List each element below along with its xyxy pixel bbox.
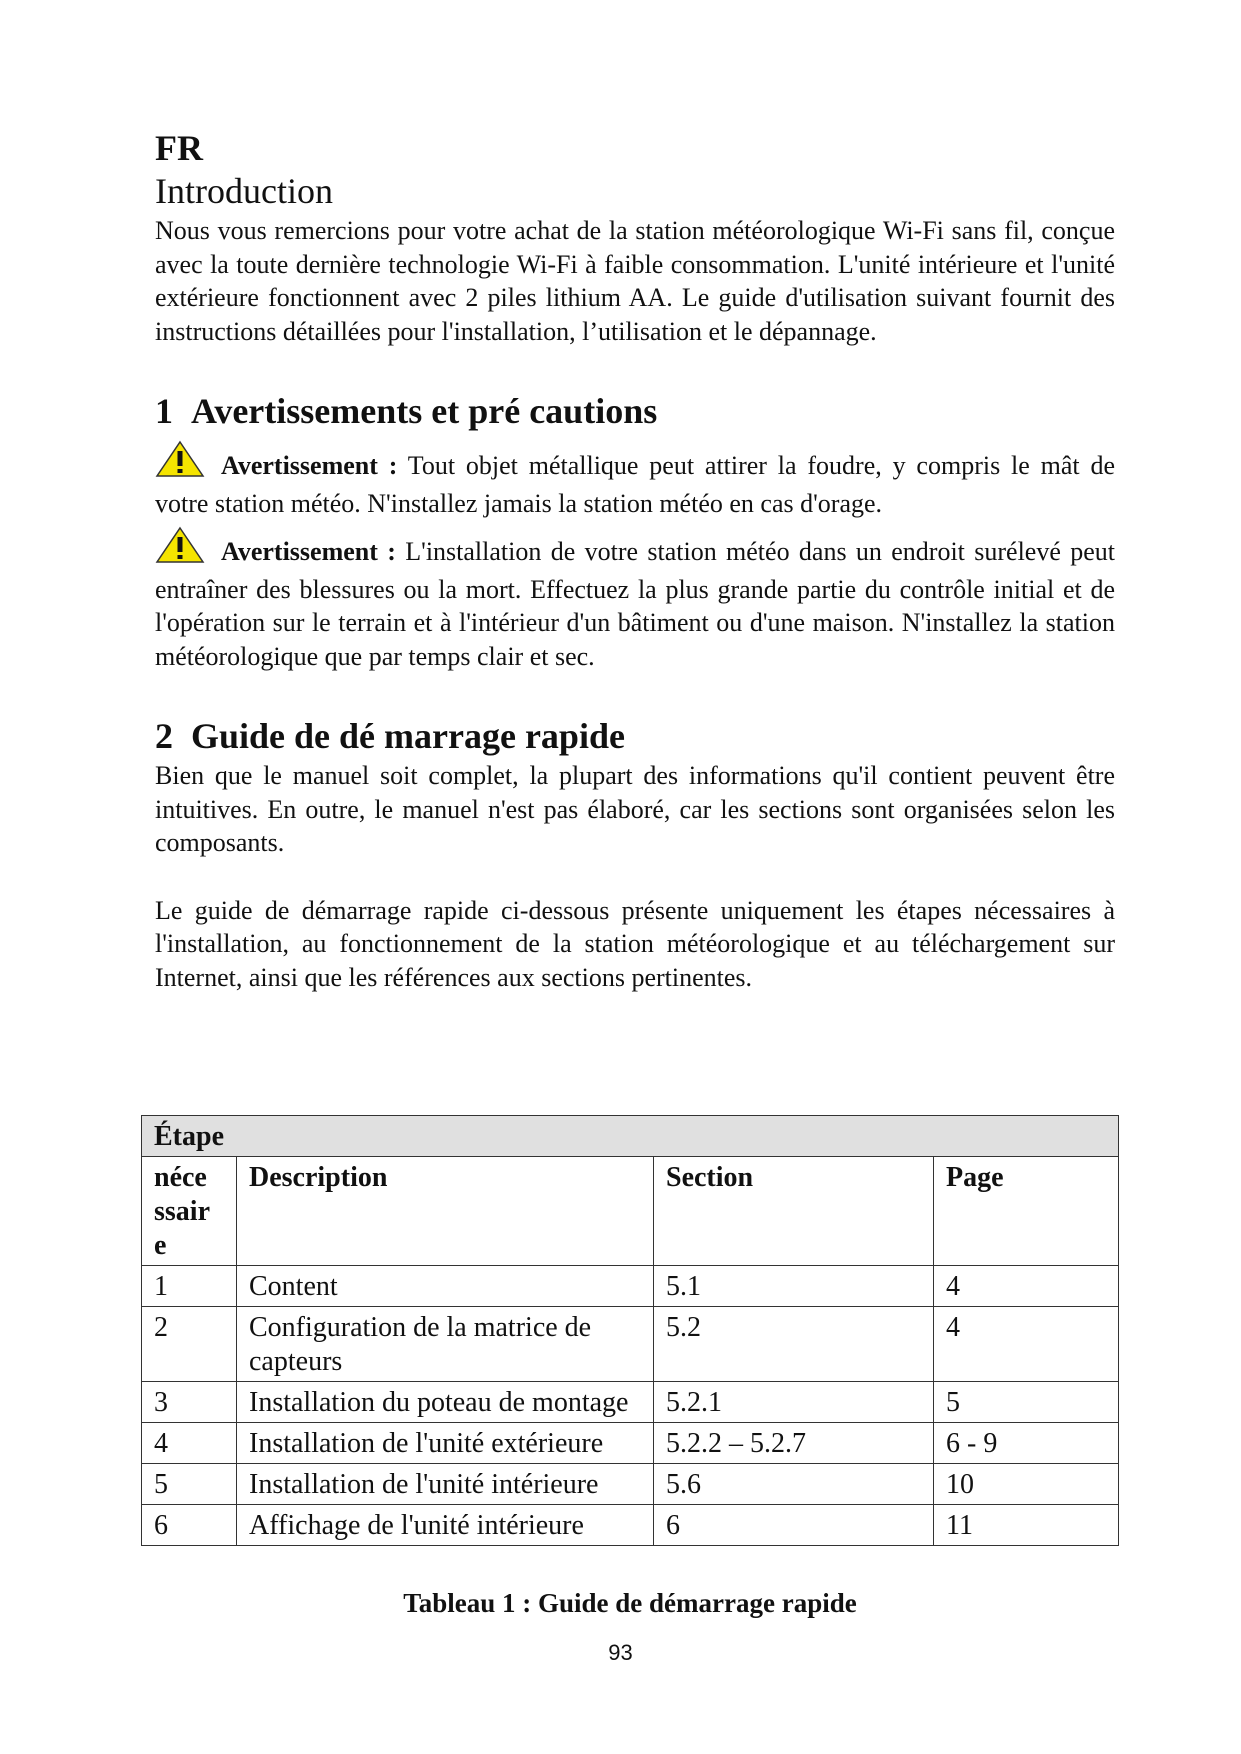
table-cell: 6: [654, 1505, 934, 1546]
warning-icon: [155, 526, 205, 573]
section1-heading: [155, 390, 1115, 432]
warning-2-text: L'installation de votre station météo dans un endroit surélevé peut entraîner des blessures ou la mort. Effectuez la plus grande partie du contrôle initial et de l'opération sur le terrain et à l'intérieur d'un bâtiment ou d'une maison. N'installez la station météorologique que par temps clair et sec.: [155, 537, 1115, 671]
table-cell: Installation de l'unité intérieure: [237, 1464, 654, 1505]
section1-number: 1: [155, 391, 173, 431]
table-cell: 3: [142, 1382, 237, 1423]
table-header-top-row: [142, 1116, 1119, 1157]
table-row: [142, 1505, 1119, 1546]
language-code: FR: [155, 128, 203, 168]
table-cell: 5: [934, 1382, 1119, 1423]
table-header-row: [142, 1157, 1119, 1266]
section2-title: Guide de dé marrage rapide: [191, 716, 625, 756]
page-number: 93: [608, 1640, 633, 1665]
table-cell: Installation du poteau de montage: [237, 1382, 654, 1423]
warning-2: [155, 526, 1115, 673]
table-cell: 5.2.2 – 5.2.7: [654, 1423, 934, 1464]
table-row: [142, 1464, 1119, 1505]
table-header-cell: Description: [237, 1157, 654, 1266]
table-cell: Installation de l'unité extérieure: [237, 1423, 654, 1464]
warning-1-text: Tout objet métallique peut attirer la foudre, y compris le mât de votre station météo. N'installez jamais la station météo en cas d'orage.: [155, 451, 1115, 518]
table-cell: 5.6: [654, 1464, 934, 1505]
intro-title: Introduction: [155, 171, 333, 211]
table-cell: 2: [142, 1307, 237, 1382]
table-header-cell: Section: [654, 1157, 934, 1266]
table-cell: 6: [142, 1505, 237, 1546]
table-cell: 5.2: [654, 1307, 934, 1382]
table-cell: 5: [142, 1464, 237, 1505]
table-row: [142, 1307, 1119, 1382]
section2-number: 2: [155, 716, 173, 756]
table-cell: 10: [934, 1464, 1119, 1505]
table-row: [142, 1382, 1119, 1423]
table-header-step: Étape: [142, 1116, 1119, 1157]
table-cell: Configuration de la matrice de capteurs: [237, 1307, 654, 1382]
table-cell: 5.1: [654, 1266, 934, 1307]
table-cell: 4: [142, 1423, 237, 1464]
table-cell: 11: [934, 1505, 1119, 1546]
table-cell: 4: [934, 1307, 1119, 1382]
table-cell: 6 - 9: [934, 1423, 1119, 1464]
table-cell: 1: [142, 1266, 237, 1307]
section1-title: Avertissements et pré cautions: [191, 391, 658, 431]
intro-text: Nous vous remercions pour votre achat de la station météorologique Wi-Fi sans fil, conçue avec la toute dernière technologie Wi-Fi à faible consommation. L'unité intérieure et l'unité extérieure fonctionnent avec 2 piles lithium AA. Le guide d'utilisation suivant fournit des instructions détaillées pour l'installation, l’utilisation et le dépannage.: [155, 216, 1115, 346]
warning-2-label: Avertissement :: [221, 537, 396, 566]
table-row: [142, 1423, 1119, 1464]
warning-1-label: Avertissement :: [221, 451, 398, 480]
section2-paragraph-1: Bien que le manuel soit complet, la plupart des informations qu'il contient peuvent être intuitives. En outre, le manuel n'est pas élaboré, car les sections sont organisées selon les composants.: [155, 761, 1115, 857]
quick-start-table: [141, 1115, 1119, 1546]
section2-paragraph-2: Le guide de démarrage rapide ci-dessous présente uniquement les étapes nécessaires à l'installation, au fonctionnement de la station météorologique et au téléchargement sur Internet, ainsi que les références aux sections pertinentes.: [155, 895, 1115, 992]
section2-heading: [155, 715, 1115, 757]
table-row: [142, 1266, 1119, 1307]
page-content: [155, 128, 1115, 994]
table-header-cell: néce ssair e: [142, 1157, 237, 1266]
warning-icon: [155, 440, 205, 487]
warning-1: [155, 440, 1115, 520]
table-header-cell: Page: [934, 1157, 1119, 1266]
table-cell: 4: [934, 1266, 1119, 1307]
table-cell: Content: [237, 1266, 654, 1307]
table-caption: Tableau 1 : Guide de démarrage rapide: [403, 1588, 857, 1618]
table-cell: Affichage de l'unité intérieure: [237, 1505, 654, 1546]
table-cell: 5.2.1: [654, 1382, 934, 1423]
